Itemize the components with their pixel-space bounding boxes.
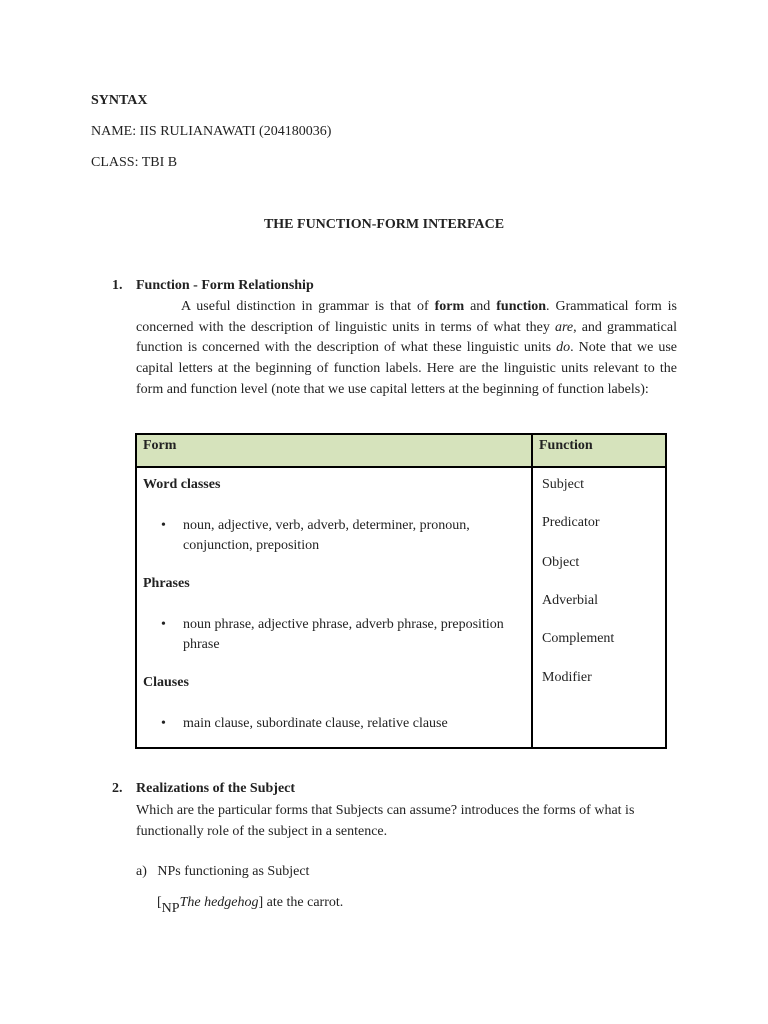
function-item: Object — [542, 555, 580, 570]
bullet: • — [161, 617, 166, 632]
np-subscript: NP — [161, 901, 180, 916]
section-1-number: 1. — [112, 278, 123, 293]
function-item: Adverbial — [542, 593, 598, 608]
para-text: . Note that we use capital letters at the beginning of function labels. Here are the linguistic units relevant to the form and function level (note that we use capital letters at the beginning of function labels): — [136, 340, 677, 397]
section-2-heading: Realizations of the Subject — [136, 781, 296, 796]
form-group-label: Clauses — [143, 675, 189, 690]
section-2-text-line: Which are the particular forms that Subjects can assume? introduces the forms of what is — [136, 803, 635, 818]
document-title: THE FUNCTION-FORM INTERFACE — [263, 217, 505, 232]
para-italic-are: are — [554, 319, 574, 335]
example-rest: ] ate the carrot. — [258, 895, 344, 910]
function-item: Subject — [542, 477, 584, 492]
para-bold-form: form — [434, 299, 465, 314]
para-italic-do: do — [556, 340, 571, 356]
list-item: phrase — [183, 637, 220, 652]
function-cell — [532, 467, 666, 748]
form-group-label: Word classes — [143, 477, 221, 492]
form-group-items — [183, 615, 533, 655]
form-column-header: Form — [136, 434, 532, 467]
form-function-table — [135, 433, 667, 749]
subject-heading: SYNTAX — [91, 93, 148, 108]
function-item: Modifier — [542, 670, 592, 685]
section-1-heading: Function - Form Relationship — [136, 278, 314, 293]
para-bold-function: function — [496, 299, 547, 314]
function-column-header: Function — [532, 434, 666, 467]
para-text: , and grammatical function is concerned with the description of what these linguistic units — [136, 319, 677, 356]
list-item: main clause, subordinate clause, relative clause — [183, 716, 448, 731]
para-text: . Grammatical form is concerned with the description of linguistic units in terms of what they — [136, 299, 677, 335]
list-item: noun, adjective, verb, adverb, determiner, pronoun, — [183, 518, 470, 533]
bullet: • — [161, 716, 166, 731]
table-header-row — [136, 434, 666, 467]
example-sentence — [157, 893, 702, 914]
list-item: noun phrase, adjective phrase, adverb phrase, preposition — [183, 617, 504, 632]
form-group-label: Phrases — [143, 576, 190, 591]
para-text: A useful distinction in grammar is that of — [181, 299, 435, 314]
table-body-row — [136, 467, 666, 748]
example-subject: The hedgehog — [179, 895, 259, 910]
function-item: Complement — [542, 631, 615, 646]
form-group-items — [183, 516, 533, 556]
list-item: conjunction, preposition — [183, 538, 320, 553]
bullet: • — [161, 518, 166, 533]
section-1-paragraph — [136, 297, 677, 401]
section-2-text-line: functionally role of the subject in a sentence. — [136, 824, 388, 839]
subsection-a: a) NPs functioning as Subject — [136, 864, 310, 879]
para-text: and — [464, 299, 497, 314]
section-2-number: 2. — [112, 781, 123, 796]
student-name: NAME: IIS RULIANAWATI (204180036) — [91, 124, 332, 139]
bracket-open: [ — [157, 895, 162, 910]
form-cell — [136, 467, 532, 748]
function-item: Predicator — [542, 515, 600, 530]
student-class: CLASS: TBI B — [91, 155, 178, 170]
form-group-items — [183, 714, 533, 734]
